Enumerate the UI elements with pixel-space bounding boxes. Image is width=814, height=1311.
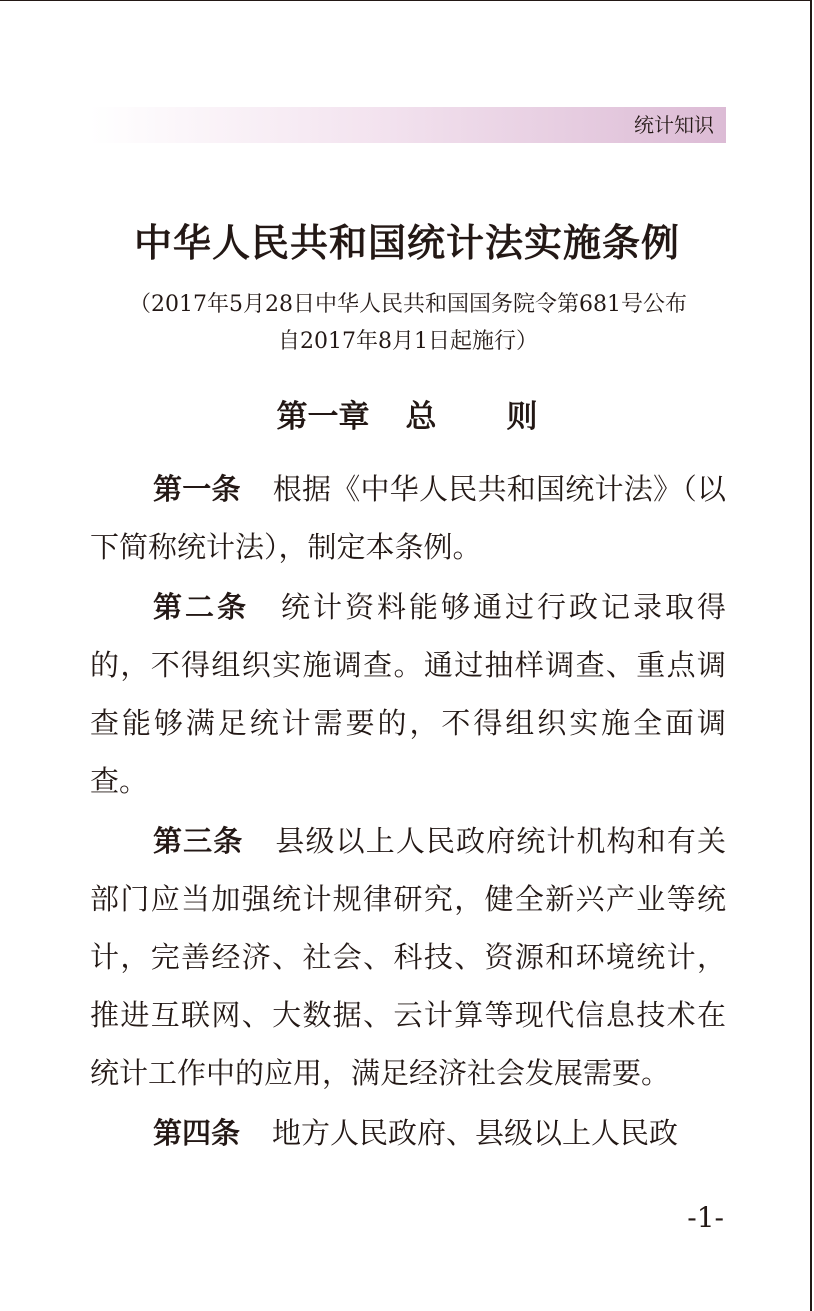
article-4 xyxy=(90,1104,726,1164)
article-text: 地方人民政府、县级以上人民政 xyxy=(272,1116,679,1150)
chapter-heading xyxy=(0,389,814,445)
article-text: 统计资料能够通过行政记录取得的，不得组织实施调查。通过抽样调查、重点调查能够满足统计需要的，不得组织实施全面调查。 xyxy=(90,590,726,798)
section-header-bar xyxy=(90,107,726,143)
article-text: 根据《中华人民共和国统计法》（以下简称统计法），制定本条例。 xyxy=(90,472,726,564)
chapter-name-part-2: 则 xyxy=(506,399,538,435)
article-list xyxy=(90,460,726,1164)
document-subtitle xyxy=(88,286,728,360)
subtitle-line-1: （2017年5月28日中华人民共和国国务院令第681号公布 xyxy=(129,292,687,317)
subtitle-line-2: 自2017年8月1日起施行） xyxy=(278,329,538,354)
section-label: 统计知识 xyxy=(634,113,714,137)
chapter-name-part-1: 总 xyxy=(405,399,437,435)
article-text: 县级以上人民政府统计机构和有关部门应当加强统计规律研究，健全新兴产业等统计，完善经济、社会、科技、资源和环境统计，推进互联网、大数据、云计算等现代信息技术在统计工作中的应用，满足经济社会发展需要。 xyxy=(90,824,726,1090)
article-label: 第四条 xyxy=(153,1116,241,1150)
page-number: -1- xyxy=(687,1201,724,1234)
article-label: 第二条 xyxy=(153,590,249,624)
document-title: 中华人民共和国统计法实施条例 xyxy=(133,220,680,265)
article-3 xyxy=(90,812,726,1104)
article-label: 第一条 xyxy=(153,472,241,506)
article-2 xyxy=(90,578,726,812)
chapter-number: 第一章 xyxy=(276,399,370,435)
article-label: 第三条 xyxy=(153,824,244,858)
article-1 xyxy=(90,460,726,578)
